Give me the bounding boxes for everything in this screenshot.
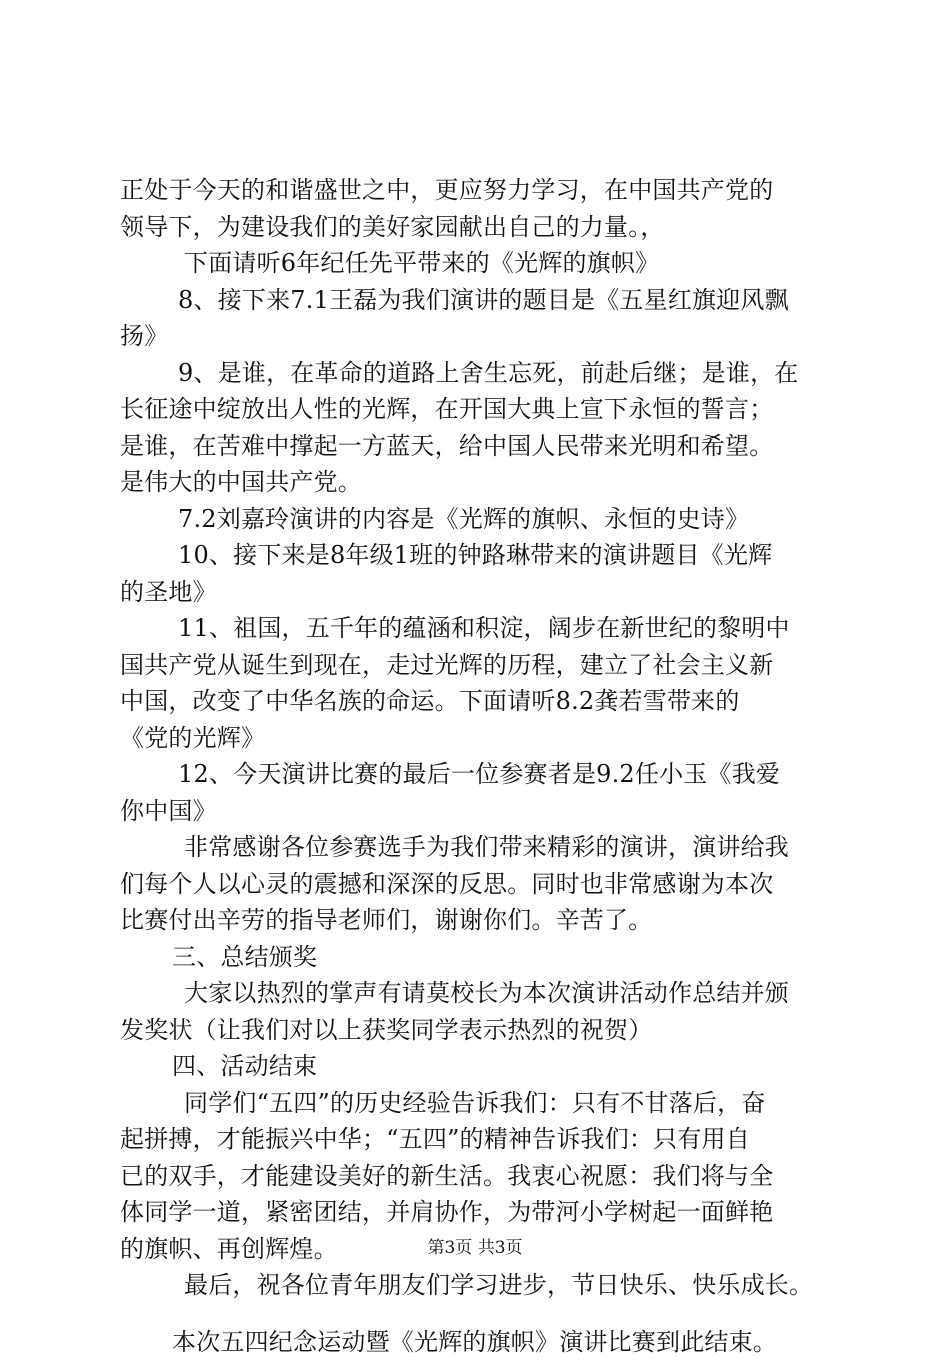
paragraph-line: 比赛付出辛劳的指导老师们，谢谢你们。辛苦了。 (120, 902, 840, 939)
paragraph-gap (120, 1304, 840, 1324)
section-heading: 四、活动结束 (120, 1048, 840, 1085)
closing-line: 本次五四纪念运动暨《光辉的旗帜》演讲比赛到此结束。 (120, 1324, 840, 1360)
paragraph-line: 起拼搏，才能振兴中华；“五四”的精神告诉我们：只有用自 (120, 1121, 840, 1158)
document-body (120, 172, 840, 1360)
paragraph-line: 下面请听6年纪任先平带来的《光辉的旗帜》 (120, 245, 840, 282)
paragraph-line: 中国，改变了中华名族的命运。下面请听8.2龚若雪带来的 (120, 683, 840, 720)
paragraph-line: 7.2刘嘉玲演讲的内容是《光辉的旗帜、永恒的史诗》 (120, 501, 840, 538)
paragraph-line: 《党的光辉》 (120, 720, 840, 757)
paragraph-line: 正处于今天的和谐盛世之中，更应努力学习，在中国共产党的 (120, 172, 840, 209)
page-footer (0, 1238, 950, 1258)
paragraph-line: 11、祖国，五千年的蕴涵和积淀，阔步在新世纪的黎明中 (120, 610, 840, 647)
paragraph-line: 大家以热烈的掌声有请莫校长为本次演讲活动作总结并颁 (120, 975, 840, 1012)
page-number-label: 第3页 共3页 (427, 1238, 522, 1258)
paragraph-line: 10、接下来是8年级1班的钟路琳带来的演讲题目《光辉 (120, 537, 840, 574)
paragraph-line: 12、今天演讲比赛的最后一位参赛者是9.2任小玉《我爱 (120, 756, 840, 793)
paragraph-line: 同学们“五四”的历史经验告诉我们：只有不甘落后，奋 (120, 1085, 840, 1122)
paragraph-line: 扬》 (120, 318, 840, 355)
paragraph-line: 9、是谁，在革命的道路上舍生忘死，前赴后继；是谁，在 (120, 355, 840, 392)
paragraph-line: 已的双手，才能建设美好的新生活。我衷心祝愿：我们将与全 (120, 1158, 840, 1195)
paragraph-line: 们每个人以心灵的震撼和深深的反思。同时也非常感谢为本次 (120, 866, 840, 903)
paragraph-line: 是伟大的中国共产党。 (120, 464, 840, 501)
paragraph-line: 长征途中绽放出人性的光辉，在开国大典上宣下永恒的誓言； (120, 391, 840, 428)
paragraph-line: 的圣地》 (120, 574, 840, 611)
paragraph-line: 的旗帜、再创辉煌。 (120, 1231, 840, 1268)
paragraph-line: 国共产党从诞生到现在，走过光辉的历程，建立了社会主义新 (120, 647, 840, 684)
paragraph-line: 领导下，为建设我们的美好家园献出自己的力量。， (120, 209, 840, 246)
paragraph-line: 是谁，在苦难中撑起一方蓝天，给中国人民带来光明和希望。 (120, 428, 840, 465)
paragraph-line: 体同学一道，紧密团结，并肩协作，为带河小学树起一面鲜艳 (120, 1194, 840, 1231)
paragraph-line: 最后，祝各位青年朋友们学习进步，节日快乐、快乐成长。 (120, 1267, 840, 1304)
paragraph-line: 非常感谢各位参赛选手为我们带来精彩的演讲，演讲给我 (120, 829, 840, 866)
section-heading: 三、总结颁奖 (120, 939, 840, 976)
paragraph-line: 你中国》 (120, 793, 840, 830)
paragraph-line: 8、接下来7.1王磊为我们演讲的题目是《五星红旗迎风飘 (120, 282, 840, 319)
paragraph-line: 发奖状（让我们对以上获奖同学表示热烈的祝贺） (120, 1012, 840, 1049)
